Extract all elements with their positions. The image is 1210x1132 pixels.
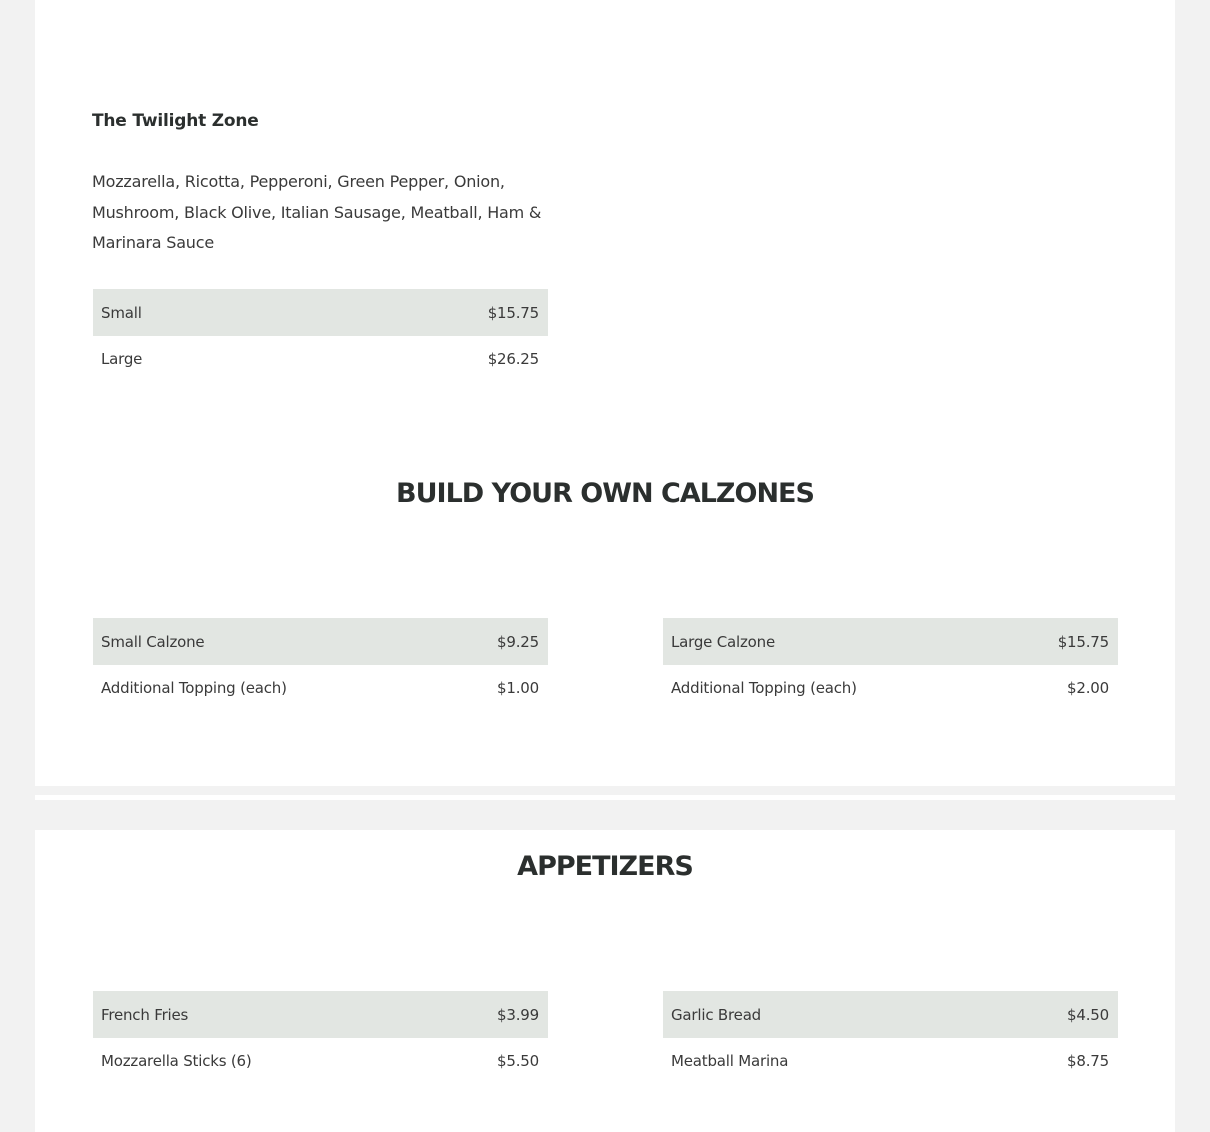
item-label: Additional Topping (each) xyxy=(671,679,857,697)
menu-item-title: The Twilight Zone xyxy=(92,111,259,131)
section-heading-appetizers: APPETIZERS xyxy=(517,851,693,882)
price-label: $2.00 xyxy=(1067,679,1109,697)
price-label: $15.75 xyxy=(487,303,539,322)
price-label: $26.25 xyxy=(487,350,539,368)
price-label: $15.75 xyxy=(1057,632,1109,651)
price-label: $9.25 xyxy=(497,632,539,651)
price-row xyxy=(93,336,548,382)
item-label: Meatball Marina xyxy=(671,1052,789,1070)
price-label: $4.50 xyxy=(1067,1005,1109,1024)
price-row xyxy=(93,665,548,711)
price-row xyxy=(93,991,548,1038)
item-label: Small Calzone xyxy=(101,632,205,651)
size-label: Large xyxy=(101,350,143,368)
size-label: Small xyxy=(101,303,142,322)
item-label: Additional Topping (each) xyxy=(101,679,287,697)
price-row xyxy=(663,618,1118,665)
price-row xyxy=(93,618,548,665)
item-label: French Fries xyxy=(101,1005,189,1024)
price-row xyxy=(663,991,1118,1038)
price-row xyxy=(93,1038,548,1084)
price-row xyxy=(663,665,1118,711)
item-label: Garlic Bread xyxy=(671,1005,762,1024)
price-label: $8.75 xyxy=(1067,1052,1109,1070)
price-row xyxy=(93,289,548,336)
appetizers-right-table xyxy=(663,991,1118,1084)
section-heading-calzones: BUILD YOUR OWN CALZONES xyxy=(396,478,814,509)
section-divider xyxy=(35,795,1175,800)
menu-item-description: Mozzarella, Ricotta, Pepperoni, Green Pepper, Onion, Mushroom, Black Olive, Italian Sausage, Meatball, Ham & Marinara Sauce xyxy=(92,172,542,252)
small-calzone-table xyxy=(93,618,548,711)
item-label: Large Calzone xyxy=(671,632,775,651)
price-row xyxy=(663,1038,1118,1084)
price-label: $5.50 xyxy=(497,1052,539,1070)
pizza-price-table xyxy=(93,289,548,382)
item-label: Mozzarella Sticks (6) xyxy=(101,1052,252,1070)
price-label: $1.00 xyxy=(497,679,539,697)
appetizers-left-table xyxy=(93,991,548,1084)
price-label: $3.99 xyxy=(497,1005,539,1024)
large-calzone-table xyxy=(663,618,1118,711)
